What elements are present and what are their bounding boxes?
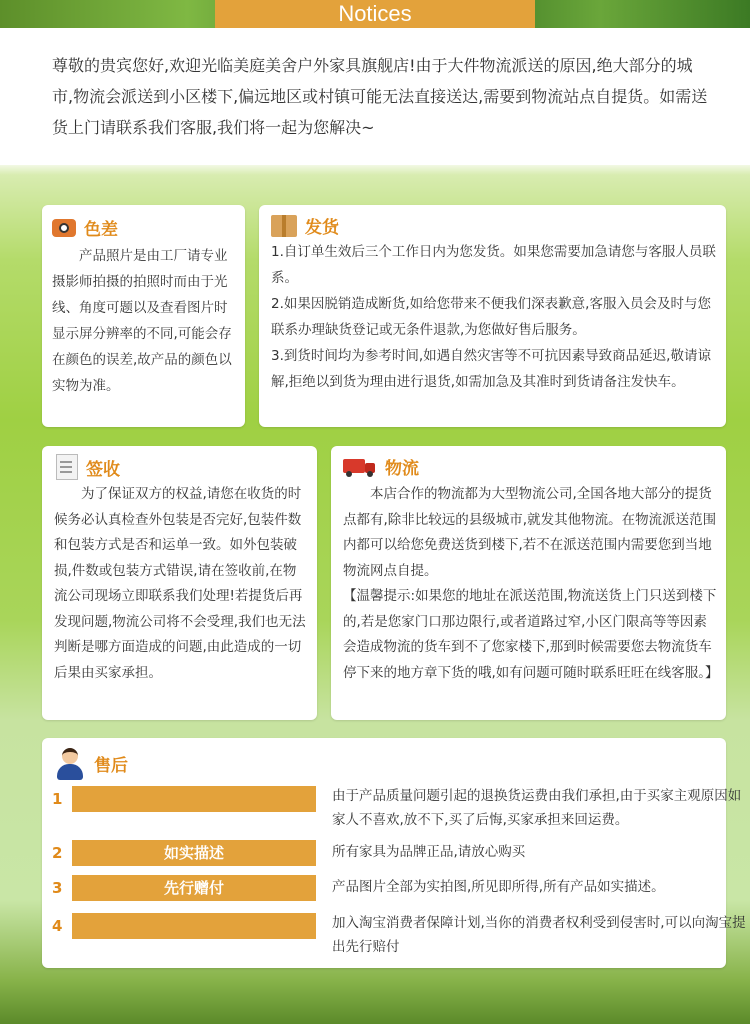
logistics-paragraph: 本店合作的物流都为大型物流公司,全国各地大部分的提货点都有,除非比较远的县级城市,就发其他物流。在物流派送范围内都可以给您免费送货到楼下,若不在派送范围内需要您到当地物流网点自提。 bbox=[343, 486, 717, 579]
logistics-title: 物流 bbox=[385, 459, 419, 479]
after-sales-title: 售后 bbox=[94, 755, 128, 776]
color-difference-card bbox=[42, 205, 245, 427]
after-sales-row-number: 3 bbox=[52, 879, 63, 897]
after-sales-row-label bbox=[72, 913, 316, 939]
signing-title: 签收 bbox=[86, 459, 120, 480]
document-icon bbox=[56, 454, 78, 480]
customer-service-icon bbox=[54, 746, 86, 780]
signing-text: 为了保证双方的权益,请您在收货的时候务必认真检查外包装是否完好,包装件数和包装方式是否和运单一致。如外包装破损,件数或包装方式错误,请在签收前,在物流公司现场立即联系我们处理!若提货后再发现问题,物流公司将不会受理,我们也无法判断是哪方面造成的问题,由此造成的一切后果由买家承担。 bbox=[54, 486, 306, 681]
shipping-point-1: 1.自订单生效后三个工作日内为您发货。如果您需要加急请您与客服人员联系。 bbox=[271, 244, 716, 286]
shipping-card bbox=[259, 205, 726, 427]
after-sales-row-number: 2 bbox=[52, 844, 63, 862]
after-sales-row-text: 产品图片全部为实拍图,所见即所得,所有产品如实描述。 bbox=[332, 879, 665, 895]
logistics-tip: 【温馨提示:如果您的地址在派送范围,物流送货上门只送到楼下的,若是您家门口那边限行,或者道路过窄,小区门限高等等因素会造成物流的货车到不了您家楼下,那到时候需要您去物流货车停下来的地方章下货的哦,如有问题可随时联系旺旺在线客服。】 bbox=[343, 588, 719, 681]
logistics-text bbox=[343, 482, 719, 686]
shipping-point-3: 3.到货时间均为参考时间,如遇自然灾害等不可抗因素导致商品延迟,敬请谅解,拒绝以到货为理由进行退货,如需加急及其准时到货请备注发快车。 bbox=[271, 348, 711, 390]
after-sales-row-text: 加入淘宝消费者保障计划,当你的消费者权利受到侵害时,可以向淘宝提出先行赔付 bbox=[332, 915, 746, 955]
shipping-text bbox=[271, 239, 719, 395]
color-difference-title: 色差 bbox=[84, 220, 118, 240]
after-sales-row-number: 4 bbox=[52, 917, 63, 935]
color-difference-heading bbox=[52, 215, 118, 240]
logistics-card bbox=[331, 446, 726, 720]
shipping-heading bbox=[271, 213, 339, 238]
logistics-heading bbox=[343, 454, 419, 479]
after-sales-row bbox=[52, 875, 702, 901]
notices-section bbox=[0, 0, 750, 165]
after-sales-row-text: 由于产品质量问题引起的退换货运费由我们承担,由于买家主观原因如家人不喜欢,放不下,买了后悔,买家承担来回运费。 bbox=[332, 788, 742, 828]
box-icon bbox=[271, 215, 297, 237]
after-sales-row-label: 先行赠付 bbox=[72, 875, 316, 901]
color-difference-text: 产品照片是由工厂请专业摄影师拍摄的拍照时而由于光线、角度可题以及查看图片时显示屏分辨率的不同,可能会存在颜色的误差,故产品的颜色以实物为准。 bbox=[52, 248, 232, 394]
after-sales-row bbox=[52, 840, 702, 866]
after-sales-heading bbox=[54, 746, 128, 780]
after-sales-row-number: 1 bbox=[52, 790, 63, 808]
after-sales-row bbox=[52, 913, 746, 955]
after-sales-row-label: 如实描述 bbox=[72, 840, 316, 866]
truck-icon bbox=[343, 457, 377, 477]
signing-heading bbox=[56, 454, 120, 480]
after-sales-row-text: 所有家具为品牌正品,请放心购买 bbox=[332, 844, 526, 860]
camera-icon bbox=[52, 219, 76, 237]
after-sales-row bbox=[52, 786, 742, 828]
signing-card bbox=[42, 446, 317, 720]
after-sales-row-label bbox=[72, 786, 316, 812]
notices-title: Notices bbox=[215, 0, 535, 28]
shipping-title: 发货 bbox=[305, 218, 339, 238]
shipping-point-2: 2.如果因脱销造成断货,如给您带来不便我们深表歉意,客服入员会及时与您联系办理缺货登记或无条件退款,为您做好售后服务。 bbox=[271, 296, 711, 338]
notices-intro-text: 尊敬的贵宾您好,欢迎光临美庭美舍户外家具旗舰店!由于大件物流派送的原因,绝大部分的城市,物流会派送到小区楼下,偏远地区或村镇可能无法直接送达,需要到物流站点自提货。如需送货上门请联系我们客服,我们将一起为您解决~ bbox=[52, 56, 708, 137]
